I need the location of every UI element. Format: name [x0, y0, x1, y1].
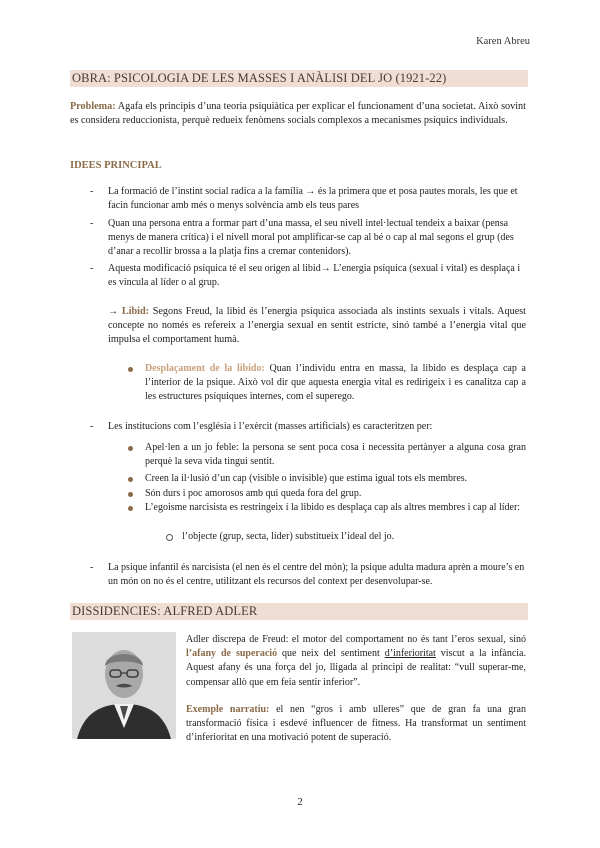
- bullet-text: L’egoisme narcisista es restringeix i la libido es desplaça cap als altres membres i cap al líder:: [145, 502, 521, 513]
- page-number: 2: [297, 796, 303, 808]
- ideas-heading: IDEES PRINCIPAL: [70, 160, 162, 171]
- example-paragraph: [186, 703, 526, 746]
- dash-item-institutions: [90, 420, 526, 434]
- bullet-displacement: [128, 362, 526, 405]
- displacement-text: Quan l’individu entra en massa, la libido es desplaça cap a l’interior de la psique. Això vol dir que aquesta energia vital es redirigeix i es canalitza cap a les estructures psíquiques internes, com el superego.: [145, 363, 526, 403]
- dash-item-text: La formació de l’instint social radica a la família → és la primera que et posa pautes morals, les que et facin funcionar amb més o menys solvència amb els teus pares: [108, 186, 518, 212]
- portrait-illustration: [72, 632, 176, 739]
- bullet-dot-icon: [128, 477, 133, 482]
- dash-marker: -: [90, 263, 94, 274]
- section-title-freud: OBRA: PSICOLOGIA DE LES MASSES I ANÀLISI DEL JO (1921-22): [70, 70, 528, 87]
- example-label: Exemple narratiu:: [186, 704, 270, 715]
- dash-marker: -: [90, 218, 94, 229]
- author-name: Karen Abreu: [476, 36, 530, 47]
- bullet-dot-icon: [128, 367, 133, 372]
- problem-label: Problema:: [70, 101, 116, 112]
- bullet-text: Són durs i poc amorosos amb qui queda fora del grup.: [145, 488, 362, 499]
- dash-item-libid: [90, 262, 526, 290]
- bullet-dot-icon: [128, 492, 133, 497]
- adler-underline-term: d’inferioritat: [384, 648, 436, 660]
- adler-portrait: [72, 632, 176, 739]
- dash-item-psyche: [90, 561, 526, 589]
- dash-item-text: Quan una persona entra a formar part d’una massa, el seu nivell intel·lectual tendeix a baixar (pensa menys de manera crítica) i el nivell moral pot amplificar-se cap al bé o cap al mal segons el grup (des d’anar a recollir brossa a la platja fins a cremar contenidors).: [108, 218, 514, 258]
- bullet-narcissism: [128, 501, 526, 515]
- bullet-text: Creen la il·lusió d’un cap (visible o invisible) que estima igual tots els membres.: [145, 473, 468, 484]
- dash-item-text: Les institucions com l’església i l’exèrcit (masses artificials) es caracteritzen per:: [108, 421, 433, 432]
- adler-text-a: Adler discrepa de Freud: el motor del comportament no és tant l’eros sexual, sinó: [186, 634, 526, 645]
- arrow-icon: →: [108, 306, 122, 317]
- dash-marker: -: [90, 562, 94, 573]
- bullet-dot-icon: [128, 446, 133, 451]
- dash-item-mass: [90, 217, 526, 260]
- adler-text-b: que neix del sentiment: [277, 648, 385, 660]
- bullet-harsh-outside: [128, 487, 526, 501]
- example-text: el nen “gros i amb ulleres” que de gran fa una gran transformació física i esdevé influencer de fitness. Ha transformat un sentiment d’inferioritat en una motivació potent de superació.: [186, 704, 526, 744]
- dash-item-text: Aquesta modificació psíquica té el seu origen al libid→ L’energia psíquica (sexual i vital) es desplaça i es vincula al líder o al grup.: [108, 263, 521, 289]
- dash-item-family: [90, 185, 526, 213]
- adler-bold-term: l’afany de superació: [186, 648, 278, 660]
- dash-marker: -: [90, 186, 94, 197]
- problem-paragraph: [70, 100, 526, 128]
- sub-bullet-object: [166, 530, 526, 544]
- displacement-label: Desplaçament de la libido:: [145, 363, 265, 374]
- bullet-weak-self: [128, 441, 526, 469]
- displacement-text-block: [145, 362, 526, 405]
- bullet-dot-icon: [128, 506, 133, 511]
- problem-text: Agafa els principis d’una teoria psiquiàtica per explicar el funcionament d’una societat. Això sovint es considera reduccionista, perquè redueix fenòmens socials complexos a mecanismes psíquics individuals.: [70, 101, 526, 127]
- circle-bullet-icon: [166, 534, 173, 541]
- libido-paragraph: [108, 305, 526, 348]
- bullet-text: Apel·len a un jo feble: la persona se sent poca cosa i necessita pertànyer a alguna cosa gran perquè la seva vida tingui sentit.: [145, 442, 526, 468]
- dash-marker: -: [90, 421, 94, 432]
- bullet-leader-illusion: [128, 472, 526, 486]
- libido-text: Segons Freud, la libid és l’energia psíquica associada als instints sexuals i vitals. Aquest concepte no només es refereix a l’energia sexual en sentit estricte, sinó també a l’energia vital que impulsa el comportament humà.: [108, 306, 527, 346]
- libido-label: Libid:: [121, 306, 150, 317]
- adler-text-c: viscut a la infància. Aquest afany és una força del jo, lligada al principi de realitat: “vull superar-me, compensar allò que em feia sentir inferior”.: [186, 648, 526, 688]
- dash-item-text: La psique infantil és narcisista (el nen és el centre del món); la psique adulta madura aprèn a moure’s en un món on no és el centre, utilitzant els recursos del context per desenvolupar-se.: [108, 562, 525, 588]
- sub-bullet-text: l’objecte (grup, secta, líder) substitueix l’ideal del jo.: [182, 531, 395, 542]
- section-title-adler: DISSIDENCIES: ALFRED ADLER: [70, 603, 528, 620]
- adler-paragraph: [186, 633, 526, 690]
